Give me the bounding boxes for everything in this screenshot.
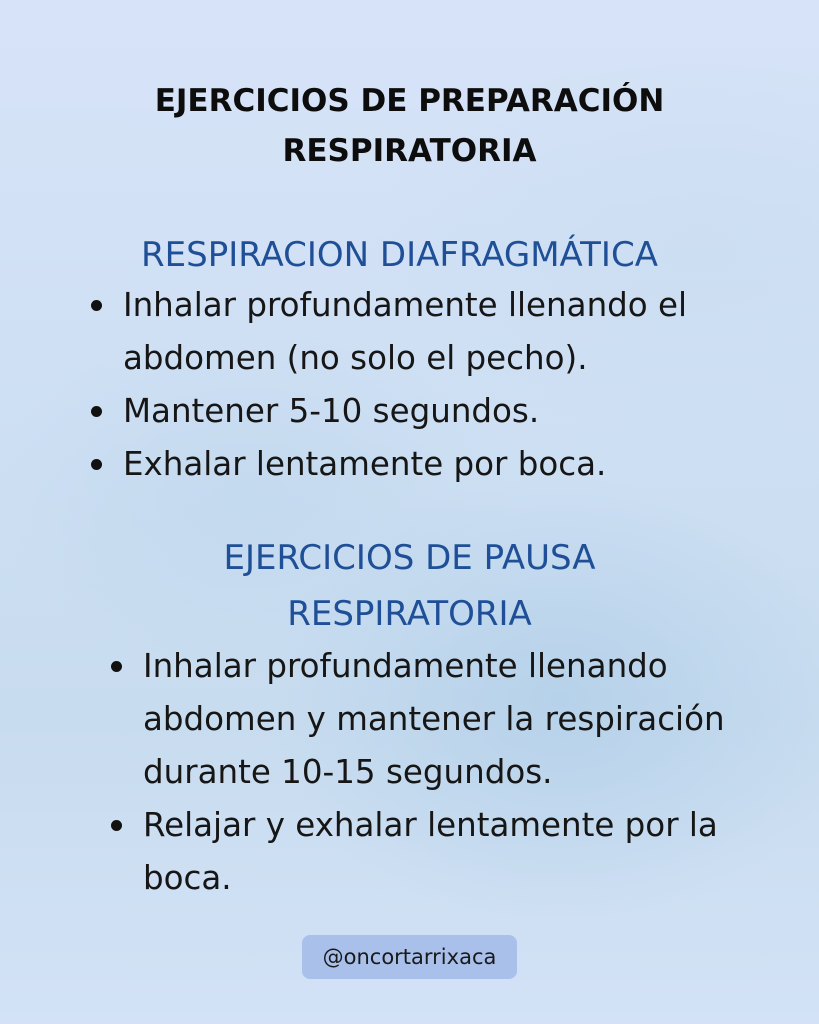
page-title-line-2: RESPIRATORIA (282, 133, 537, 169)
list-item: Exhalar lentamente por boca. (91, 438, 751, 491)
section-heading-breath-hold (0, 530, 819, 642)
section-heading-line: EJERCICIOS DE PAUSA (223, 538, 596, 578)
social-handle-badge[interactable]: @oncortarrixaca (302, 935, 517, 979)
section-heading-line: RESPIRACION DIAFRAGMÁTICA (141, 235, 658, 275)
list-item: Mantener 5-10 segundos. (91, 385, 751, 438)
list-item: Inhalar profundamente llenando el abdomen (no solo el pecho). (91, 279, 751, 385)
list-item: Relajar y exhalar lentamente por la boca. (111, 799, 751, 905)
breath-hold-steps-list (111, 640, 751, 905)
page-title-line-1: EJERCICIOS DE PREPARACIÓN (154, 83, 665, 119)
diaphragmatic-steps-list (91, 279, 751, 491)
section-heading-diaphragmatic (0, 227, 809, 283)
section-heading-line: RESPIRATORIA (287, 594, 532, 634)
list-item: Inhalar profundamente llenando abdomen y mantener la respiración durante 10-15 segundos. (111, 640, 751, 799)
page-title (0, 76, 819, 176)
